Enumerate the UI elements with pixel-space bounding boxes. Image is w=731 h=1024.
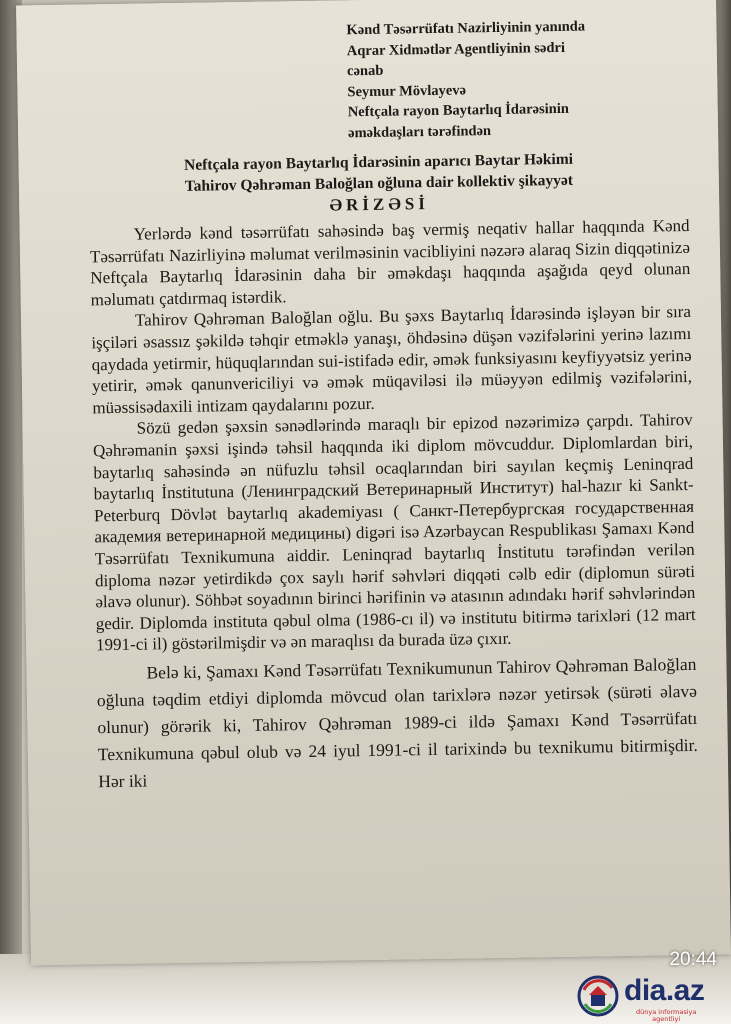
document-body [89,215,698,795]
logo-tagline-line-1: dünya informasiya [636,1008,697,1016]
addressee-line: əməkdaşları tərəfindən [347,122,492,141]
logo-wordmark: dia.az [624,974,705,1007]
subject-line-1: Neftçala rayon Baytarlıq İdarəsinin aparıcı Baytar Həkimi [183,150,574,174]
dia-globe-icon [576,974,620,1018]
addressee-block [346,15,708,144]
addressee-line: Neftçala rayon Baytarlıq İdarəsinin [347,100,569,121]
body-paragraph-2: Tahirov Qəhrəman Baloğlan oğlu. Bu şəxs Baytarlıq İdarəsində işləyən bir sıra işçiləri əsassız şəkildə təhqir etməklə yanaşı, öhdəsinə düşən vəzifələrini yerinə lazımı qaydada yetirmir, hüquqlarından sui-istifadə edir, əmək funksiyasını keyfiyyətsiz yerinə yetirir, əmək qanunvericiliyi və əmək müqaviləsi ilə müəyyən edilmiş vəzifələrini, müəssisədaxili intizam qaydalarını pozur. [91,302,693,418]
subject-block [48,147,709,220]
subject-line-2: Tahirov Qəhrəman Baloğlan oğluna dair kollektiv şikayyət [184,171,574,195]
dia-az-logo [576,972,726,1022]
logo-tagline-line-2: agentliyi [652,1015,681,1023]
document-title: ƏRİZƏSİ [329,194,430,215]
addressee-name: Seymur Mövlayevə [347,81,467,100]
body-paragraph-3: Sözü gedən şəxsin sənədlərində maraqlı bir epizod nəzərimizə çarpdı. Tahirov Qəhrəmanin şəxsi işində təhsil haqqında iki diplom mövcuddur. Diplomlardan biri, baytarlıq sahəsində ən nüfuzlu təhsil ocaqlarından biri sayılan keçmiş Leninqrad baytarlıq İnstitutuna (Ленинградский Ветеринарный Институт) hal-hazır ki Sankt-Peterburq Dövlət baytarlıq akademiyası ( Санкт-Петербургская государственная академия ветеринарной медицины) digəri isə Azərbaycan Respublikası Şamaxı Kənd Təsərrüfatı Texnikumuna aiddir. Leninqrad baytarlıq İnstitutu tərəfindən verilən diploma nəzər yetirdikdə çox saylı hərif səhvləri diqqəti cəlb edir (diplomun sürəti əlavə olunur). Söhbət soyadının birinci hərifinin və atasının adındakı hərif səhvlərindən gedir. Diplomda instituta qəbul olma (1986-cı il) və institutu bitirmə tarixləri (12 mart 1991-ci il) göstərilmişdir və ən maraqlısı da burada üzə çıxır. [92,410,696,655]
addressee-line: Kənd Təsərrüfatı Nazirliyinin yanında [346,18,586,39]
status-clock: 20:44 [669,949,717,970]
body-paragraph-1: Yerlərdə kənd təsərrüfatı sahəsində baş vermiş neqativ hallar haqqında Kənd Təsərrüfatı Nazirliyinə məlumat verilməsinin vacibliyini nəzərə alaraq Sizin diqqətinizə Neftçala Baytarlıq İdarəsinin daha bir əməkdaşı haqqında aşağıda qeyd olunan məlumatı çatdırmaq istərdik. [89,215,691,310]
document-sheet [16,0,731,965]
addressee-line: cənab [346,62,384,80]
body-paragraph-4: Belə ki, Şamaxı Kənd Təsərrüfatı Texnikumunun Tahirov Qəhrəman Baloğlan oğluna təqdim etdiyi diplomda mövcud olan tarixlərə nəzər yetirsək (sürəti əlavə olunur) görərik ki, Tahirov Qəhrəman 1989-ci ildə Şamaxı Kənd Təsərrüfatı Texnikumuna qəbul olub və 24 iyul 1991-ci il tarixində bu texnikumu bitirmişdir. Hər iki [96,653,698,792]
logo-tagline [636,1009,696,1023]
addressee-line: Aqrar Xidmətlər Agentliyinin sədri [346,39,566,59]
